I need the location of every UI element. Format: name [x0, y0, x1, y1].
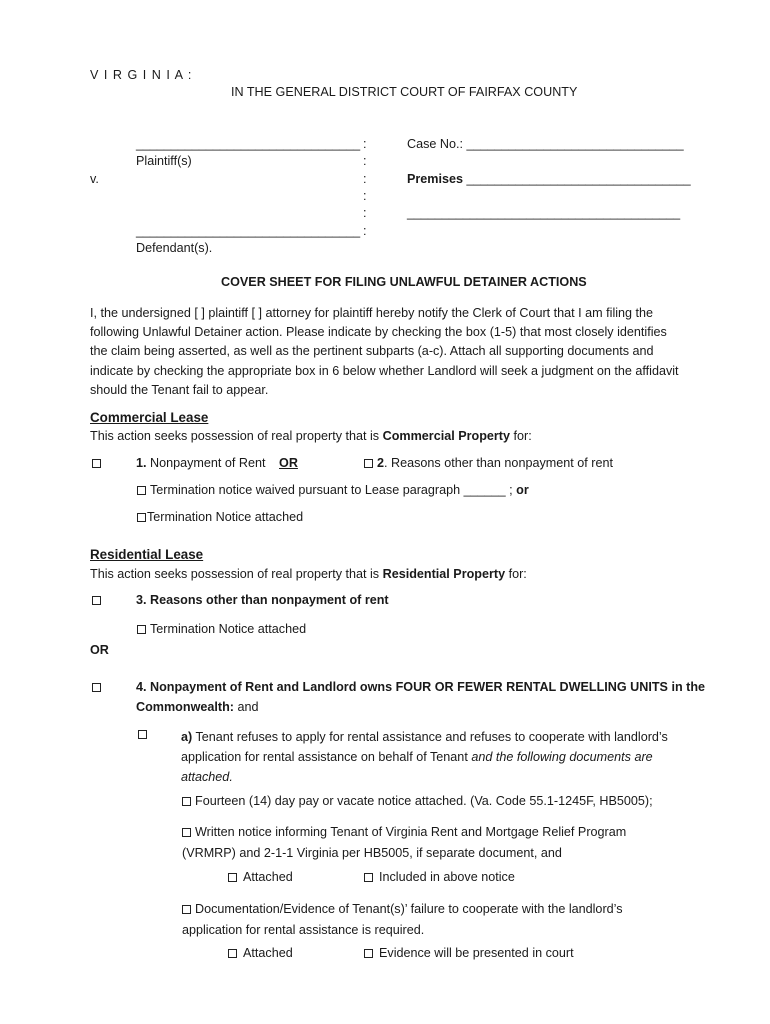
written-notice-attached-option[interactable]: Attached — [228, 870, 293, 884]
residential-notice-attached-checkbox[interactable] — [137, 625, 146, 634]
premises-line-2[interactable]: _______________________________________ — [407, 206, 681, 220]
documentation-attached-checkbox[interactable] — [228, 949, 237, 958]
termination-waived-option[interactable]: Termination notice waived pursuant to Lease paragraph ______ ; or — [137, 483, 529, 497]
documentation-checkbox[interactable] — [182, 905, 191, 914]
item-3-label: 3. Reasons other than nonpayment of rent — [136, 593, 389, 607]
included-in-notice-checkbox[interactable] — [364, 873, 373, 882]
caption-colon: : — [363, 154, 367, 168]
plaintiff-label: Plaintiff(s) — [136, 154, 192, 168]
premises-label: Premises — [407, 172, 464, 186]
item-3-checkbox[interactable] — [92, 594, 101, 608]
residential-lease-heading: Residential Lease — [90, 547, 204, 562]
commercial-description: This action seeks possession of real property that is Commercial Property for: — [90, 429, 532, 443]
fourteen-day-notice-option[interactable]: Fourteen (14) day pay or vacate notice attached. (Va. Code 55.1-1245F, HB5005); — [182, 794, 653, 808]
written-notice-checkbox[interactable] — [182, 828, 191, 837]
evidence-in-court-option[interactable]: Evidence will be presented in court — [364, 946, 574, 960]
caption-colon: : — [363, 224, 367, 238]
item-4a-checkbox[interactable] — [138, 728, 147, 742]
or-label: OR — [279, 456, 298, 470]
item-4a-text: a) Tenant refuses to apply for rental assistance and refuses to cooperate with landlord’s application for rental assistance on behalf of Tenant and the following documents are attached. — [181, 730, 668, 784]
included-in-notice-option[interactable]: Included in above notice — [364, 870, 515, 884]
fourteen-day-notice-checkbox[interactable] — [182, 797, 191, 806]
commercial-notice-attached-option[interactable]: Termination Notice attached — [137, 510, 303, 524]
residential-notice-attached-option[interactable]: Termination Notice attached — [137, 622, 306, 636]
commercial-lease-heading: Commercial Lease — [90, 410, 209, 425]
plaintiff-name-line[interactable]: ________________________________ — [136, 137, 361, 151]
documentation-option[interactable]: Documentation/Evidence of Tenant(s)’ failure to cooperate with the landlord’s application for rental assistance is required. — [182, 902, 623, 937]
premises-line: ________________________________ — [466, 172, 691, 186]
or-separator: OR — [90, 643, 109, 657]
item-2-option[interactable]: 2. Reasons other than nonpayment of rent — [364, 456, 613, 470]
termination-waived-checkbox[interactable] — [137, 486, 146, 495]
caption-colon: : — [363, 172, 367, 186]
form-title: COVER SHEET FOR FILING UNLAWFUL DETAINER ACTIONS — [221, 275, 587, 289]
item-1-label: 1. Nonpayment of Rent OR — [136, 456, 298, 470]
defendant-name-line[interactable]: ________________________________ — [136, 224, 361, 238]
versus-label: v. — [90, 172, 99, 186]
case-number-field[interactable]: Case No.: _______________________________ — [407, 137, 684, 151]
item-4-label-line-2: Commonwealth: and — [136, 700, 259, 714]
item-4-checkbox[interactable] — [92, 681, 101, 695]
state-heading: V I R G I N I A : — [90, 68, 193, 82]
documentation-attached-option[interactable]: Attached — [228, 946, 293, 960]
caption-colon: : — [363, 137, 367, 151]
residential-description: This action seeks possession of real property that is Residential Property for: — [90, 567, 527, 581]
item-4-label: 4. Nonpayment of Rent and Landlord owns FOUR OR FEWER RENTAL DWELLING UNITS in the — [136, 680, 706, 694]
item-2-checkbox[interactable] — [364, 459, 373, 468]
intro-paragraph: I, the undersigned [ ] plaintiff [ ] attorney for plaintiff hereby notify the Clerk of Court that I am filing the following Unlawful Detainer action. Please indicate by checking the box (1-5) that most closely identifies the claim being asserted, as well as the pertinent subparts (a-c). Attach all supporting documents and indicate by checking the appropriate box in 6 below whether Landlord will seek a judgment on the affidavit should the Tenant fail to appear. — [90, 306, 679, 397]
written-notice-option[interactable]: Written notice informing Tenant of Virginia Rent and Mortgage Relief Program (VRMRP) and 2-1-1 Virginia per HB5005, if separate document, and — [182, 825, 627, 860]
defendant-label: Defendant(s). — [136, 241, 213, 255]
court-heading: IN THE GENERAL DISTRICT COURT OF FAIRFAX COUNTY — [231, 85, 578, 99]
commercial-notice-attached-checkbox[interactable] — [137, 513, 146, 522]
caption-colon: : — [363, 206, 367, 220]
caption-colon: : — [363, 189, 367, 203]
item-1-checkbox[interactable] — [92, 457, 101, 471]
premises-field[interactable] — [407, 172, 691, 186]
written-notice-attached-checkbox[interactable] — [228, 873, 237, 882]
evidence-in-court-checkbox[interactable] — [364, 949, 373, 958]
